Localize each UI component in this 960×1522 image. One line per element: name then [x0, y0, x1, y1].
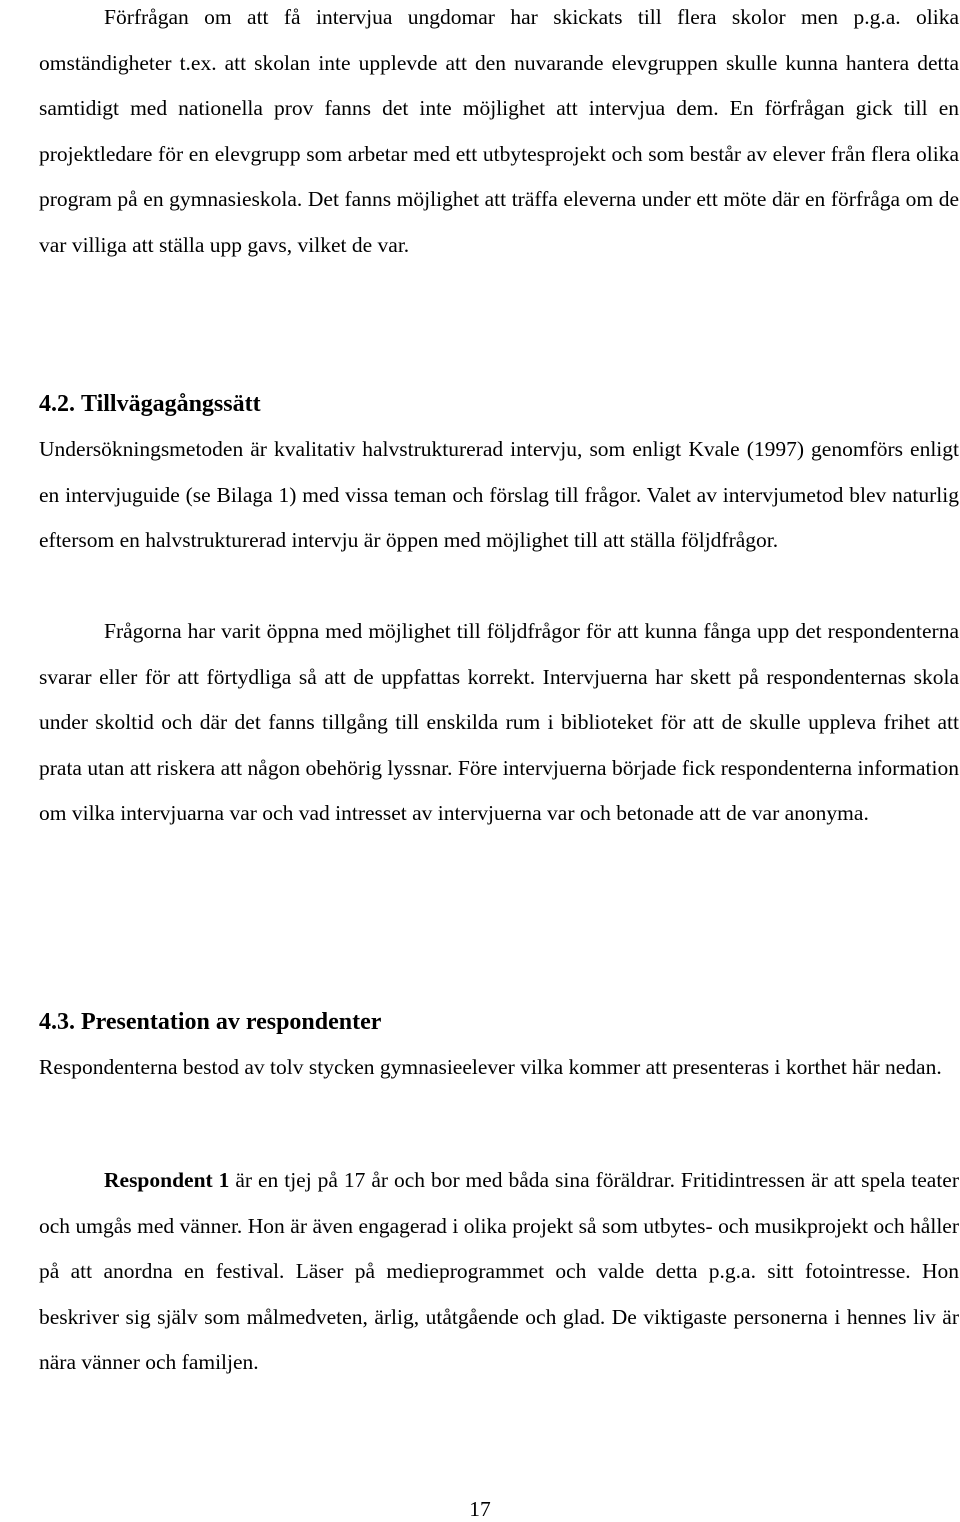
page-number: 17	[469, 1497, 491, 1521]
paragraph-respondent-1	[39, 1158, 959, 1386]
section-title: Tillvägagångssätt	[81, 391, 261, 417]
section-number: 4.3.	[39, 1009, 75, 1035]
section-heading-4-2	[39, 389, 261, 419]
paragraph-intro: Förfrågan om att få intervjua ungdomar har skickats till flera skolor men p.g.a. olika omständigheter t.ex. att skolan inte upplevde att den nuvarande elevgruppen skulle kunna hantera detta samtidigt med nationella prov fanns det inte möjlighet att intervjua dem. En förfrågan gick till en projektledare för en elevgrupp som arbetar med ett utbytesprojekt och som består av elever från flera olika program på en gymnasieskola. Det fanns möjlighet att träffa eleverna under ett möte där en förfråga om de var villiga att ställa upp gavs, vilket de var.	[39, 5, 959, 257]
respondent-description: är en tjej på 17 år och bor med båda sina föräldrar. Fritidintressen är att spela teater och umgås med vänner. Hon är även engagerad i olika projekt så som utbytes- och musikprojekt och håller på att anordna en festival. Läser på medieprogrammet och valde detta p.g.a. sitt fotointresse. Hon beskriver sig själv som målmedveten, ärlig, utåtgående och glad. De viktigaste personerna i hennes liv är nära vänner och familjen.	[39, 1168, 960, 1374]
paragraph-respondents: Respondenterna bestod av tolv stycken gymnasieelever vilka kommer att presenteras i korthet här nedan.	[39, 1055, 942, 1079]
respondent-label: Respondent 1	[104, 1168, 230, 1192]
paragraph-questions: Frågorna har varit öppna med möjlighet till följdfrågor för att kunna fånga upp det respondenterna svarar eller för att förtydliga så att de uppfattas korrekt. Intervjuerna har skett på respondenternas skola under skoltid och där det fanns tillgång till enskilda rum i biblioteket för att de skulle uppleva frihet att prata utan att riskera att någon obehörig lyssnar. Före intervjuerna började fick respondenterna information om vilka intervjuarna var och vad intresset av intervjuerna var och betonade att de var anonyma.	[39, 619, 959, 825]
section-heading-4-3	[39, 1007, 381, 1037]
section-number: 4.2.	[39, 391, 75, 417]
section-title: Presentation av respondenter	[81, 1009, 382, 1035]
paragraph-method: Undersökningsmetoden är kvalitativ halvstrukturerad intervju, som enligt Kvale (1997) genomförs enligt en intervjuguide (se Bilaga 1) med vissa teman och förslag till frågor. Valet av intervjumetod blev naturlig eftersom en halvstrukturerad intervju är öppen med möjlighet till att ställa följdfrågor.	[39, 437, 959, 552]
